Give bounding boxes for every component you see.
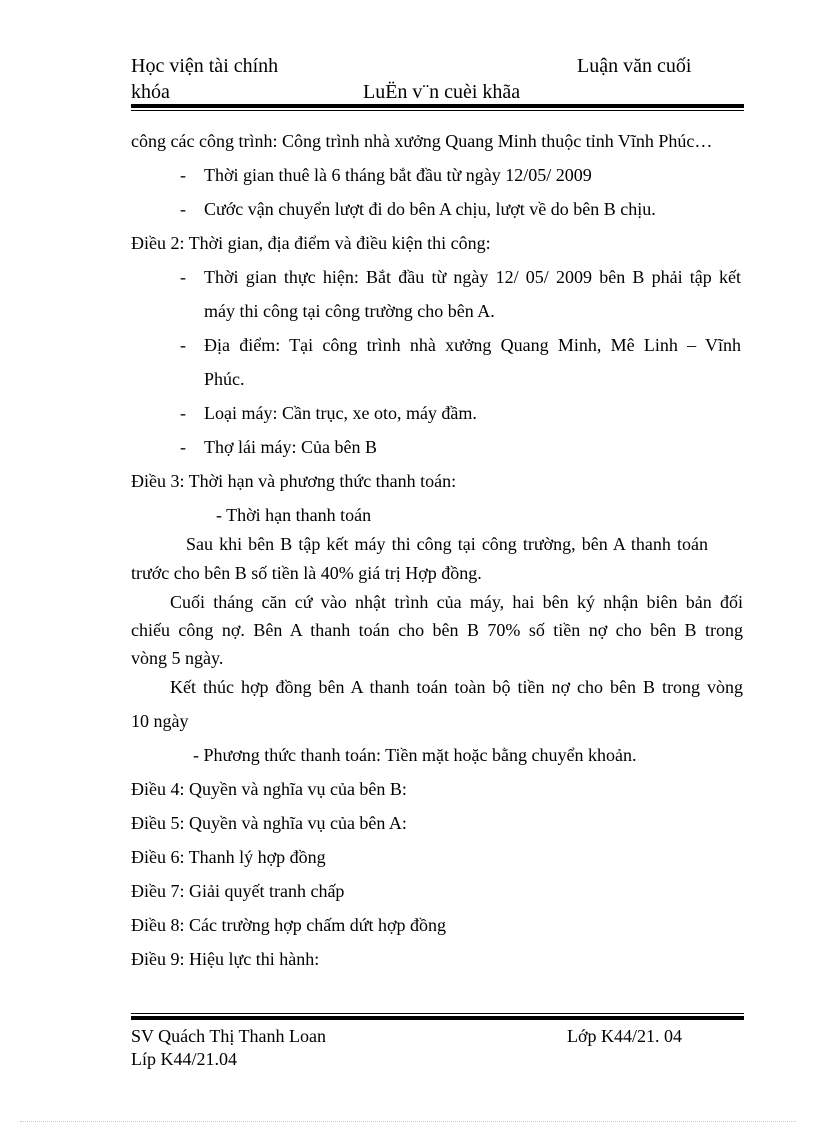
bullet-rental-period: Thời gian thuê là 6 tháng bắt đầu từ ngày 12/05/ 2009: [204, 165, 592, 185]
bullet-dash: -: [180, 335, 186, 355]
bullet-dash: -: [180, 437, 186, 457]
article-6-heading: Điều 6: Thanh lý hợp đồng: [131, 847, 326, 867]
paragraph-final-payment: Kết thúc hợp đồng bên A thanh toán toàn bộ tiền nợ cho bên B trong vòng: [170, 677, 743, 697]
bullet-execution-time-cont: máy thi công tại công trường cho bên A.: [204, 301, 495, 321]
header-khoa-label: khóa: [131, 81, 170, 103]
bullet-dash: -: [180, 165, 186, 185]
paragraph-monthly-settlement: Cuối tháng căn cứ vào nhật trình của máy, hai bên ký nhận biên bản đối: [170, 592, 743, 612]
bullet-location: Địa điểm: Tại công trình nhà xưởng Quang Minh, Mê Linh – Vĩnh: [204, 335, 741, 355]
footer-rule-thin: [131, 1013, 744, 1014]
footer-legacy-class: Líp K44/21.04: [131, 1049, 237, 1069]
paragraph-monthly-settlement-cont: chiếu công nợ. Bên A thanh toán cho bên B 70% số tiền nợ cho bên B trong: [131, 620, 743, 640]
paragraph-monthly-settlement-end: vòng 5 ngày.: [131, 648, 224, 668]
bullet-transport-fee: Cước vận chuyển lượt đi do bên A chịu, lượt về do bên B chịu.: [204, 199, 656, 219]
bullet-operator: Thợ lái máy: Của bên B: [204, 437, 377, 457]
payment-term-label: - Thời hạn thanh toán: [216, 505, 372, 525]
paragraph-advance-payment: Sau khi bên B tập kết máy thi công tại công trường, bên A thanh toán: [186, 534, 708, 554]
page-bottom-border: [20, 1121, 796, 1122]
article-9-heading: Điều 9: Hiệu lực thi hành:: [131, 949, 320, 969]
intro-line: công các công trình: Công trình nhà xưởng Quang Minh thuộc tỉnh Vĩnh Phúc…: [131, 131, 713, 151]
bullet-machine-type: Loại máy: Cần trục, xe oto, máy đầm.: [204, 403, 477, 423]
article-4-heading: Điều 4: Quyền và nghĩa vụ của bên B:: [131, 779, 407, 799]
article-3-heading: Điều 3: Thời hạn và phương thức thanh toán:: [131, 471, 457, 491]
paragraph-final-payment-cont: 10 ngày: [131, 711, 189, 731]
footer-rule-thick: [131, 1016, 744, 1020]
paragraph-advance-payment-cont: trước cho bên B số tiền là 40% giá trị Hợp đồng.: [131, 563, 482, 583]
bullet-dash: -: [180, 267, 186, 287]
header-legacy-title: LuËn v¨n cuèi khãa: [363, 81, 521, 103]
article-7-heading: Điều 7: Giải quyết tranh chấp: [131, 881, 345, 901]
payment-method-line: - Phương thức thanh toán: Tiền mặt hoặc bằng chuyển khoản.: [193, 745, 637, 765]
bullet-location-cont: Phúc.: [204, 369, 245, 389]
header-school-name: Học viện tài chính: [131, 55, 279, 77]
article-5-heading: Điều 5: Quyền và nghĩa vụ của bên A:: [131, 813, 407, 833]
header-rule-thick: [131, 104, 744, 108]
article-2-heading: Điều 2: Thời gian, địa điểm và điều kiện thi công:: [131, 233, 491, 253]
footer-student-name: SV Quách Thị Thanh Loan: [131, 1026, 326, 1046]
footer-class-label: Lớp K44/21. 04: [567, 1026, 683, 1046]
article-8-heading: Điều 8: Các trường hợp chấm dứt hợp đồng: [131, 915, 447, 935]
header-rule-thin: [131, 110, 744, 111]
bullet-dash: -: [180, 403, 186, 423]
bullet-execution-time: Thời gian thực hiện: Bắt đầu từ ngày 12/ 05/ 2009 bên B phải tập kết: [204, 267, 741, 287]
bullet-dash: -: [180, 199, 186, 219]
header-thesis-label: Luận văn cuối: [577, 55, 692, 77]
